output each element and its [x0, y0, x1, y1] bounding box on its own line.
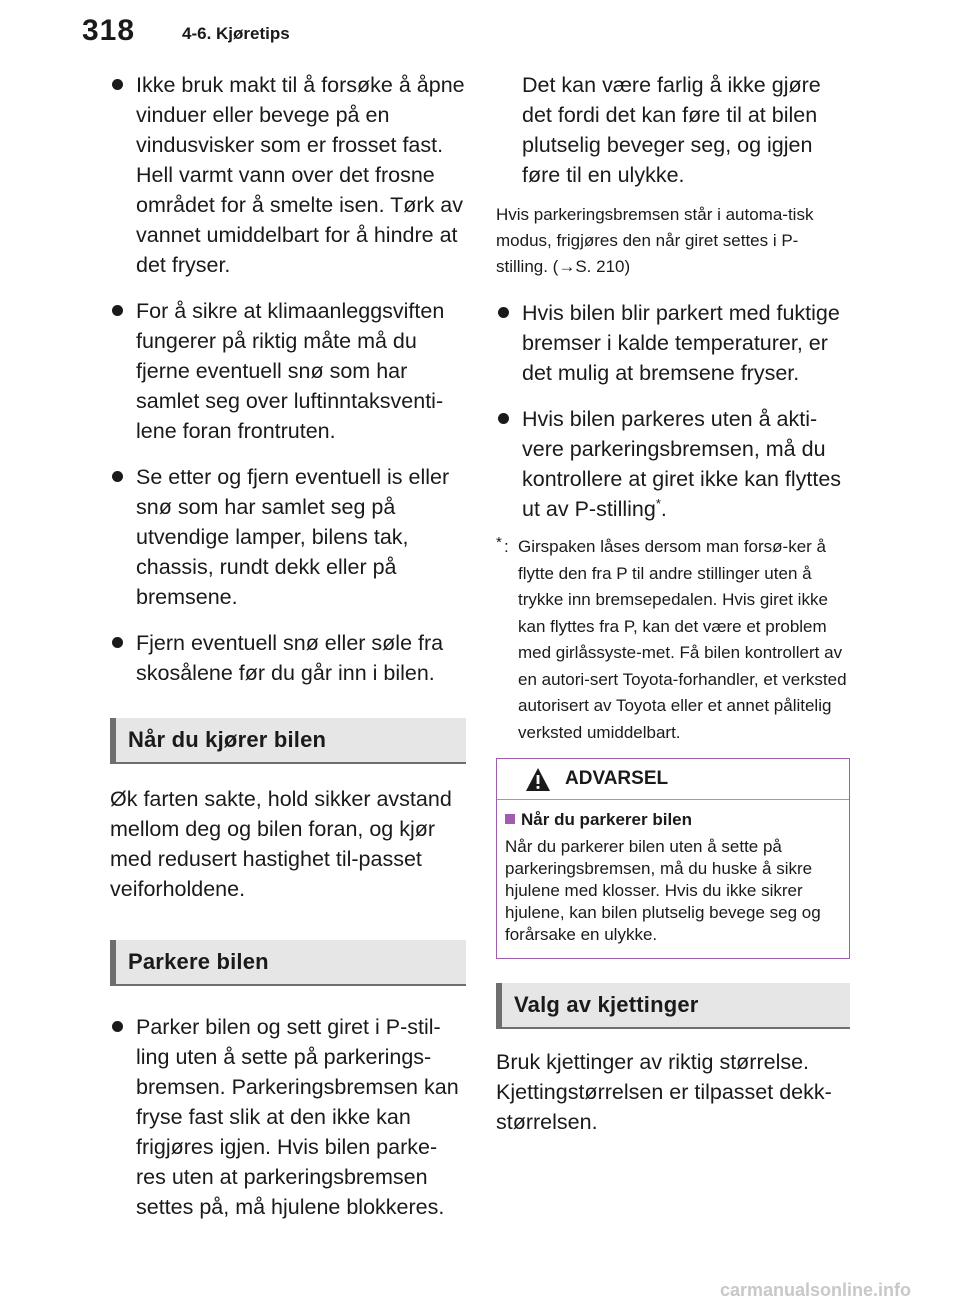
list-item-text: Hvis bilen parkeres uten å akti-vere parkeringsbremsen, må du kontrollere at giret ikke kan flyttes ut av P-stilling: [522, 407, 842, 521]
square-bullet-icon: [505, 814, 515, 824]
list-item: [110, 296, 466, 446]
list-item: [496, 298, 850, 388]
heading-bar: [110, 718, 116, 764]
section-heading-driving: [110, 718, 466, 764]
list-item: [110, 628, 466, 688]
section-heading-text: Parkere bilen: [128, 949, 269, 974]
footnote-colon: :: [504, 537, 509, 556]
list-item: [110, 70, 466, 280]
list-item-text: Fjern eventuell snø eller søle fra skosålene før du går inn i bilen.: [136, 631, 444, 685]
footnote-text: Girspaken låses dersom man forsø-ker å flytte den fra P til andre stillinger uten å trykke inn bremsepedalen. Hvis giret ikke kan flyttes fra P, kan det være et problem med girlåssyste-met. Få bilen kontrollert av en autori-sert Toyota-forhandler, et verksted autorisert av Toyota eller et annet pålitelig verksted umiddelbart.: [518, 537, 847, 742]
list-item-text: Parker bilen og sett giret i P-stil-ling uten å sette på parkerings-bremsen. Parkeringsbremsen kan fryse fast slik at den ikke kan frigjøres igjen. Hvis bilen parke-res uten at parkeringsbremsen settes på, må hjulene blokkeres.: [136, 1015, 459, 1219]
page-header: [0, 0, 960, 70]
warning-box: [496, 758, 850, 959]
left-column: [110, 66, 466, 1238]
bullet-icon: [112, 79, 123, 90]
section-heading-text: Valg av kjettinger: [514, 992, 699, 1017]
warning-title: ADVARSEL: [565, 768, 669, 789]
bullet-icon: [112, 1021, 123, 1032]
warning-icon: [525, 767, 551, 793]
bullet-icon: [112, 471, 123, 482]
footnote-mark: *: [496, 534, 502, 551]
list-item-text: Hvis bilen blir parkert med fuktige bremser i kalde temperaturer, er det mulig at bremsene fryser.: [522, 301, 840, 385]
list-item: [110, 462, 466, 612]
auto-mode-note: Hvis parkeringsbremsen står i automa-tisk modus, frigjøres den når giret settes i P-stilling. (→S. 210): [496, 205, 814, 276]
footnote: [496, 534, 850, 746]
warning-text: Når du parkerer bilen uten å sette på parkeringsbremsen, må du huske å sikre hjulene med klosser. Hvis du ikke sikrer hjulene, kan bilen plutselig bevege seg og forårsake en ulykke.: [505, 837, 821, 944]
list-item-text-end: .: [660, 497, 667, 521]
footnote-reference: *: [655, 495, 661, 511]
driving-paragraph: Øk farten sakte, hold sikker avstand mellom deg og bilen foran, og kjør med redusert hastighet til-passet veiforholdene.: [110, 787, 452, 901]
warning-subtitle: [505, 810, 841, 830]
chains-paragraph: Bruk kjettinger av riktig størrelse. Kjettingstørrelsen er tilpasset dekk-størrelsen.: [496, 1050, 832, 1134]
warning-header: [497, 759, 849, 800]
bullet-icon: [498, 413, 509, 424]
list-item-text: For å sikre at klimaanleggsviften fungerer på riktig måte må du fjerne eventuell snø som har samlet seg over luftinntaksventi-lene foran frontruten.: [136, 299, 445, 443]
list-item-text: Se etter og fjern eventuell is eller snø som har samlet seg på utvendige lamper, bilens tak, chassis, rundt dekk eller på bremsene.: [136, 465, 450, 609]
watermark: carmanualsonline.info: [720, 1280, 912, 1300]
chapter-title: 4-6. Kjøretips: [182, 24, 290, 43]
continuation-text: Det kan være farlig å ikke gjøre det fordi det kan føre til at bilen plutselig beveger seg, og igjen føre til en ulykke.: [522, 73, 821, 187]
warning-body: [497, 800, 849, 958]
section-heading-parking: [110, 940, 466, 986]
list-item-text: Ikke bruk makt til å forsøke å åpne vinduer eller bevege på en vindusvisker som er frosset fast. Hell varmt vann over det frosne området for å smelte isen. Tørk av vannet umiddelbart for å hindre at det fryser.: [136, 73, 465, 277]
page-number: 318: [82, 14, 136, 47]
section-heading-text: Når du kjører bilen: [128, 727, 327, 752]
right-column: [496, 66, 850, 1137]
bullet-icon: [112, 637, 123, 648]
bullet-icon: [112, 305, 123, 316]
heading-bar: [110, 940, 116, 986]
heading-bar: [496, 983, 502, 1029]
list-item: [496, 404, 850, 524]
warning-subtitle-text: Når du parkerer bilen: [521, 810, 693, 829]
section-heading-chains: [496, 983, 850, 1029]
bullet-icon: [498, 307, 509, 318]
list-item: [110, 1012, 466, 1222]
